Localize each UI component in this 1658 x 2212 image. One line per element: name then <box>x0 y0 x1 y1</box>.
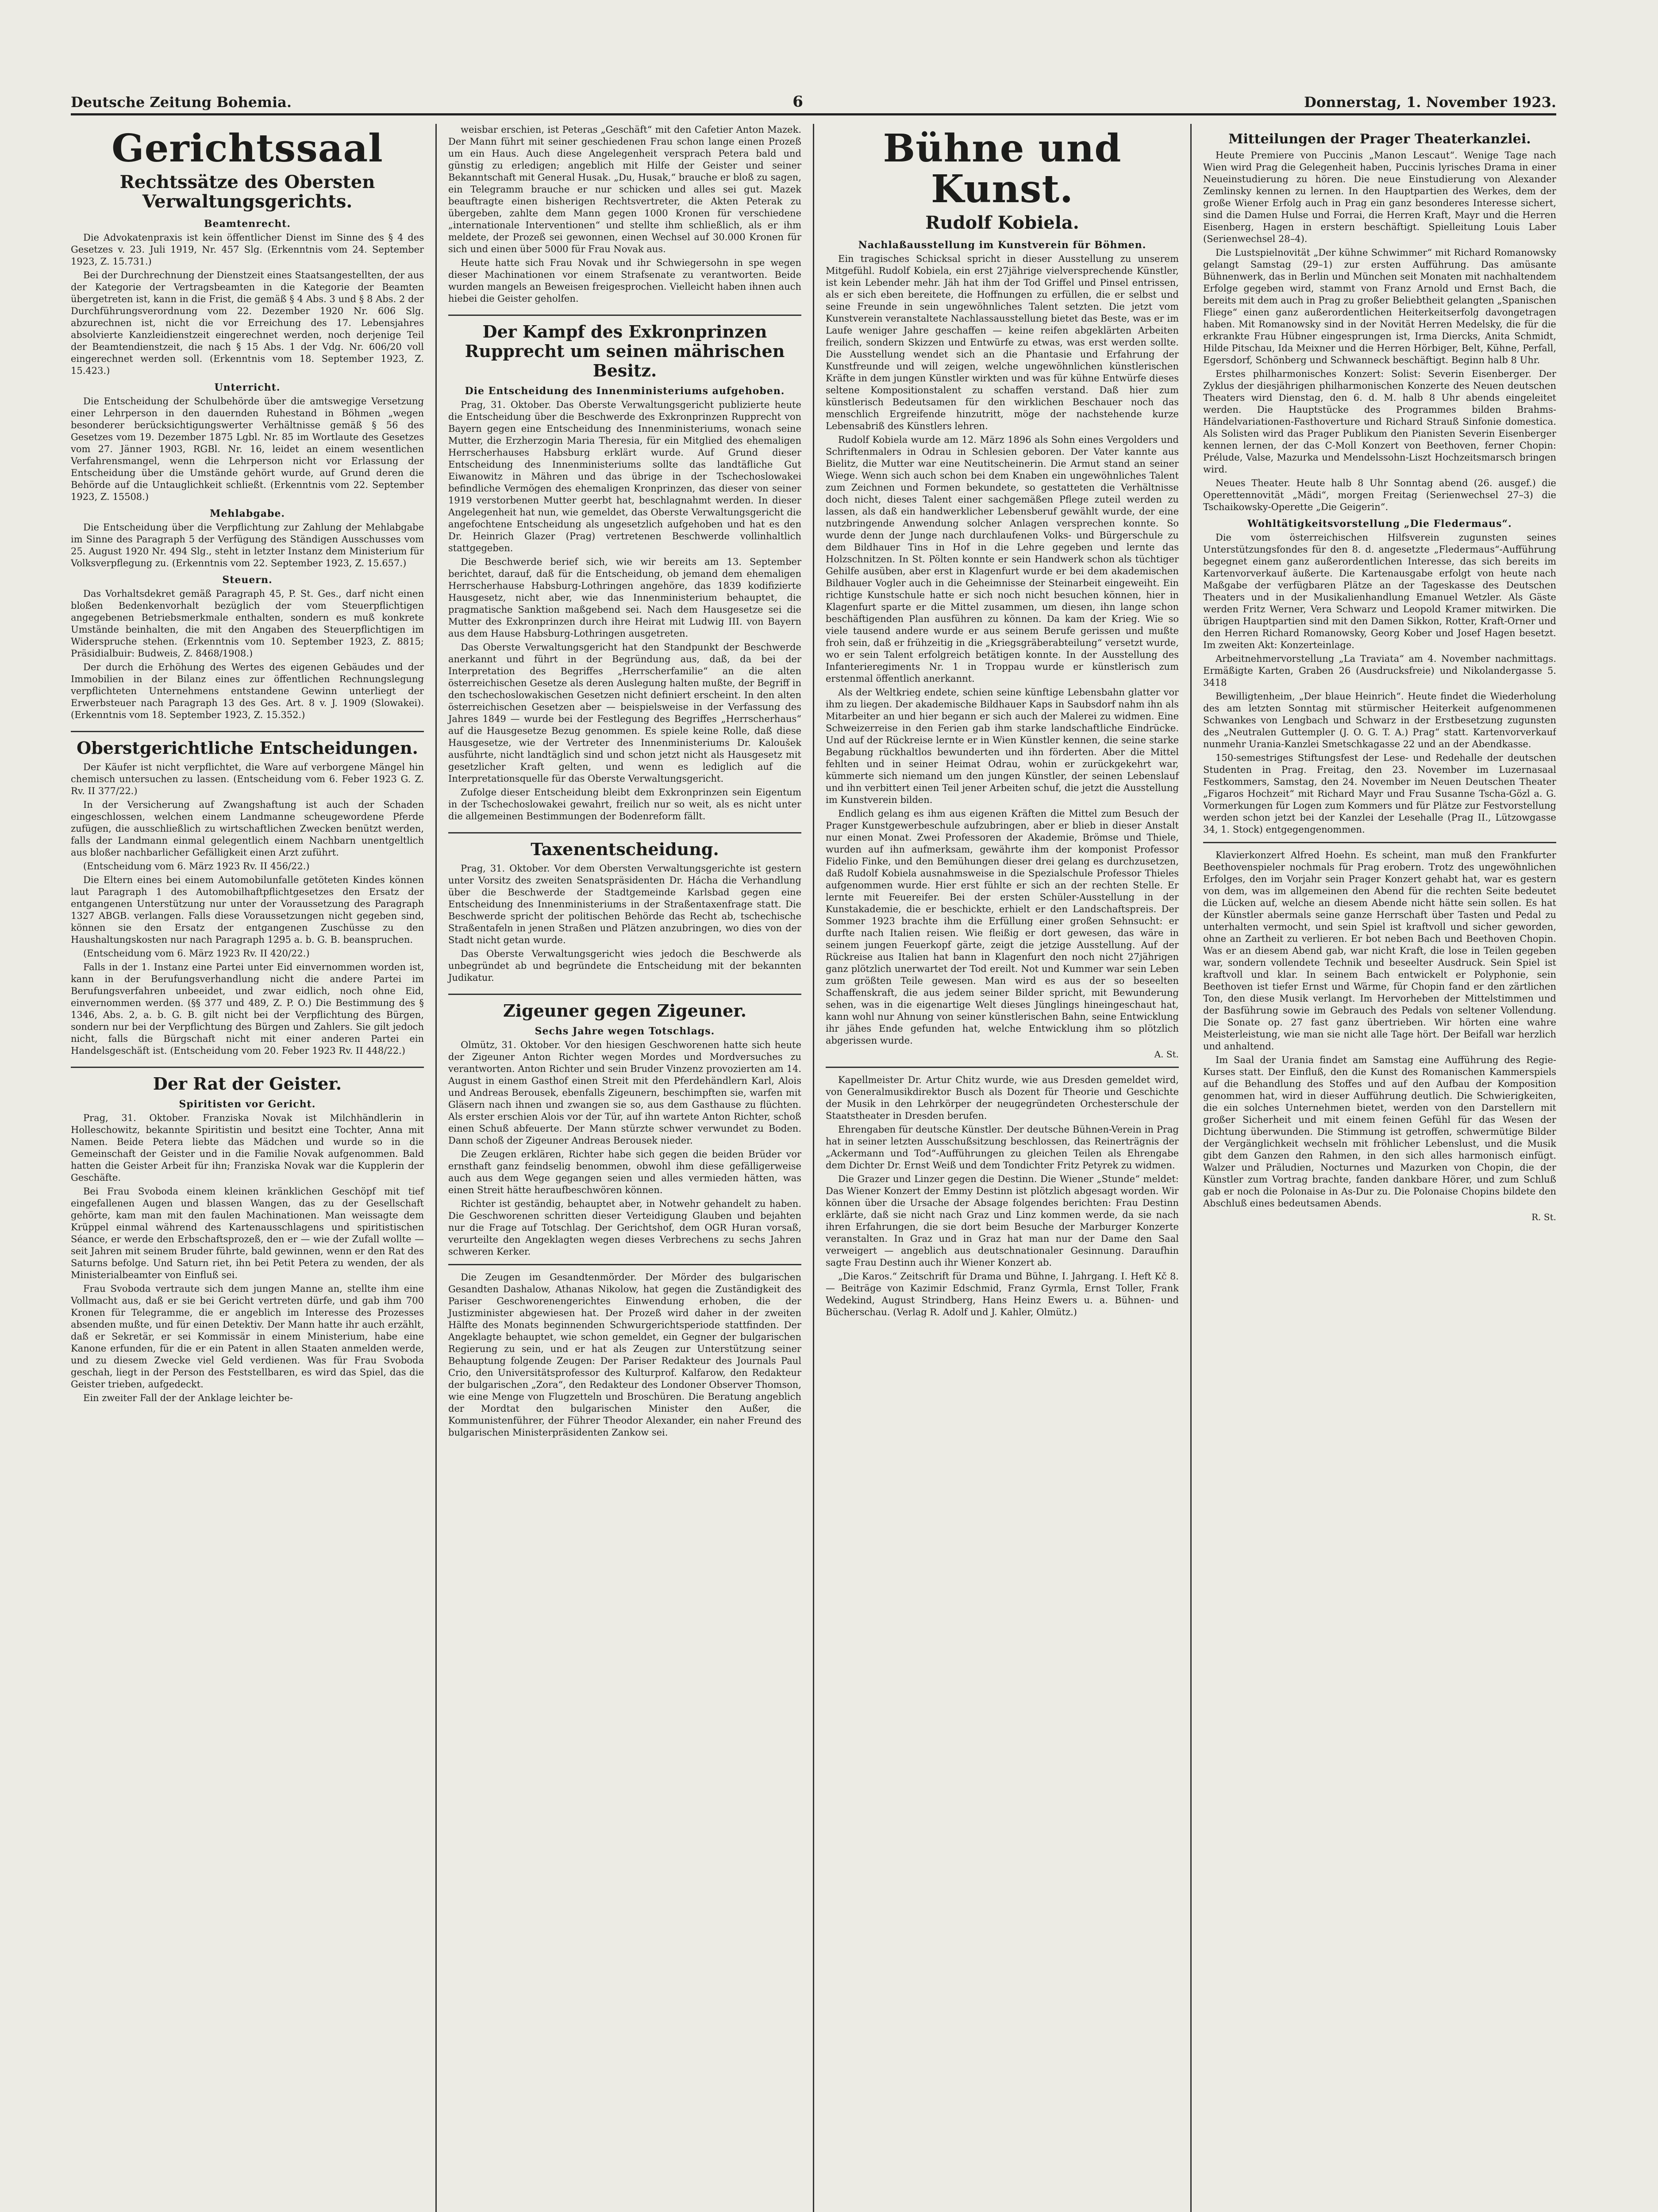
columns <box>71 124 1556 2212</box>
paragraph: Ehrengaben für deutsche Künstler. Der deutsche Bühnen-Verein in Prag hat in seiner letzten Ausschußsitzung beschlossen, das Reinerträgnis der „Ackermann und Tod“-Aufführungen zu gleichen Teilen als Ehrengabe dem Dichter Dr. Ernst Weiß und dem Tondichter Fritz Petyrek zu widmen. <box>826 1124 1179 1171</box>
section-title-buehne-und-kunst: Bühne und Kunst. <box>883 126 1122 211</box>
article-title-fledermaus: Wohltätigkeitsvorstellung „Die Fledermaus“. <box>1247 518 1512 530</box>
paragraph: Rudolf Kobiela wurde am 12. März 1896 als Sohn eines Vergolders und Schriftenmalers in Odrau in Schlesien geboren. Der Vater kannte aus Bielitz, die Mutter war eine Neutitscheinerin. Die Armut stand an seiner Wiege. Wenn sich auch schon bei dem Knaben ein ungewöhnliches Talent zum Zeichnen und Formen bekundete, so gestatteten die Verhältnisse doch nicht, dieses Talent einer sachgemäßen Pflege zuteil werden zu lassen, als daß ein handwerklicher Lebensberuf gewählt wurde, der eine nutzbringende Anwendung solcher Anlagen versprechen konnte. So wurde denn der Junge nach durchlaufenen Volks- und Bürgerschule zu dem Bildhauer Tins in Hof in die Lehre gegeben und lernte das Holzschnitzen. In St. Pölten konnte er sein Handwerk schon als tüchtiger Gehilfe ausüben, aber erst in Klagenfurt wurde er bei dem akademischen Bildhauer Vogler auch in die Geheimnisse der Steinarbeit eingeweiht. Ein richtige Kunstschule hatte er sich noch nicht besuchen können, hier in Klagenfurt sparte er die Mittel zusammen, um diesen, ihn lange schon beschäftigenden Plan ausführen zu können. Da kam der Krieg. Wie so viele tausend andere wurde er aus seinem Berufe gerissen und mußte froh sein, daß er frühzeitig in die „Kriegsgräberabteilung“ versetzt wurde, wo er sein Talent erfolgreich betätigen konnte. In der Ausstellung des Infanterieregiments Nr. 1 in Troppau wurde er künstlerisch zum erstenmal öffentlich anerkannt. <box>826 434 1179 684</box>
paragraph: (Entscheidung vom 6. März 1923 Rv. II 420/22.) <box>83 948 310 959</box>
article-title-exkronprinz: Der Kampf des Exkronprinzen Rupprecht um seinen mährischen Besitz. <box>448 315 801 380</box>
paragraph: Die Entscheidung der Schulbehörde über die amtswegige Versetzung einer Lehrperson in den dauernden Ruhestand in Böhmen „wegen besonderer berücksichtigungswerter Verhältnisse gemäß § 56 des Gesetzes vom 19. Dezember 1875 Lgbl. Nr. 85 im Wortlaute des Gesetzes vom 27. Jänner 1903, RGBl. Nr. 16, leidet an einem wesentlichen Verfahrensmangel, wenn die Lehrperson nicht vor Erlassung der Entscheidung über die Umstände gehört wurde, auf Grund deren die Behörde auf die Untauglichkeit schließt. (Erkenntnis vom 22. September 1923, Z. 15508.) <box>71 396 424 502</box>
paragraph: Endlich gelang es ihm aus eigenen Kräften die Mittel zum Besuch der Prager Kunstgewerbeschule aufzubringen, aber er blieb in dieser Anstalt nur einen Monat. Zwei Professoren der Akademie, Brömse und Thiele, wurden auf ihn aufmerksam, gewährte ihm der komponist Professor Fidelio Finke, und den Bemühungen dieser drei gelang es durchzusetzen, daß Rudolf Kobiela ausnahmsweise in die Spezialschule Professor Thieles aufgenommen wurde. Hier erst fühlte er sich an der rechten Stelle. Er lernte mit Feuereifer. Bei der ersten Schüler-Ausstellung in der Kunstakademie, die er beschickte, erhielt er den Landschaftspreis. Der Sommer 1923 brachte ihm die Erfüllung einer großen Sehnsucht: er durfte nach Italien reisen. Wie fleißig er dort gewesen, das wäre in seinem jungen Feuerkopf gärte, zeigt die jetzige Ausstellung. Auf der Rückreise aus Italien hat bann in Klagenfurt den noch nicht 27jährigen ganz plötzlich unerwartet der Tod ereilt. Not und Kummer war sein Leben zum größten Teile gewesen. Man wird es aus der so beseelten Schaffenskraft, die aus jedem seiner Bilder spricht, mit Bewunderung sehen, was in die eigenartige Welt dieses Jünglings hineingeschaut hat, kann wohl nur Ahnung von seiner künstlerischen Bahn, seine Entwicklung ihr jähes Ende gefunden hat, welche Entwicklung ihm so plötzlich abgerissen wurde. <box>826 808 1179 1046</box>
paragraph: Bewilligtenheim, „Der blaue Heinrich“. Heute findet die Wiederholung des am letzten Sonntag mit stürmischer Heiterkeit aufgenommenen Schwankes von Lengbach und Schwarz in der Erstbesetzung zugunsten des „Neutralen Guttempler (J. O. G. T. A.) Prag“ statt. Kartenvorverkauf nunmehr Urania-Kanzlei Smetschkagasse 22 und an der Abendkasse. <box>1203 691 1556 749</box>
divider <box>1203 842 1556 843</box>
paragraph: weisbar erschien, ist Peteras „Geschäft“ mit den Cafetier Anton Mazek. Der Mann führt mit seiner geschiedenen Frau schon lange einen Prozeß um ein Haus. Auch diese Angelegenheit versprach Petera bald und günstig zu erledigen; angeblich mit Hilfe der Geister und seiner Bekanntschaft mit General Husak. „Du, Husak,“ brauche er bloß zu sagen, ein Telegramm brauche er nur schicken und alles sei gut. Mazek beauftragte einen bisherigen Rechtsvertreter, die Akten Peterak zu übergeben, zahlte dem Mann gegen 1000 Kronen für verschiedene „internationale Interventionen“ und stellte ihm schließlich, als er ihm meldete, der Prozeß sei gewonnen, einen Wechsel auf 30.000 Kronen für sich und einen über 5000 für Frau Novak aus. <box>448 124 801 254</box>
paragraph: Die Grazer und Linzer gegen die Destinn. Die Wiener „Stunde“ meldet: Das Wiener Konzert der Emmy Destinn ist plötzlich abgesagt worden. Wir können über die Ursache der Absage folgendes berichten: Frau Destinn erklärte, daß sie nicht nach Graz und Linz kommen werde, da sie nach ihren Erfahrungen, die sie dort beim Besuche der Marburger Konzerte veranstalten. In Graz und in Graz hat man nur der Dame den Saal verweigert — angeblich aus deutschnationaler Gesinnung. Daraufhin sagte Frau Destinn auch ihr Wiener Konzert ab. <box>826 1174 1179 1268</box>
article-subtitle: Die Entscheidung des Innenministeriums aufgehoben. <box>465 385 785 397</box>
paragraph: Im Saal der Urania findet am Samstag eine Aufführung des Regie-Kurses statt. Der Einfluß, den die Kunst des Romanischen Kammerspiels auf die Behandlung des Stoffes und auf den Aufbau der Komposition genommen hat, wird in dieser Aufführung deutlich. Die Schwierigkeiten, die ein solches Unternehmen bietet, werden von den Darstellern mit großer Sicherheit und mit einem feinen Gefühl für das Wesen der Dichtung überwunden. Die Stimmung ist getroffen, schwermütige Bilder der Vergänglichkeit wechseln mit fröhlicher Lebenslust, und die Musik gibt dem Ganzen den Rahmen, in den sich alles harmonisch einfügt. Walzer und Präludien, Nocturnes und Mazurken von Chopin, die der Künstler zum Vortrag brachte, fanden dankbare Hörer, und zum Schluß gab er noch die Polonaise in As-Dur zu. Die Polonaise Chopins bildete den Abschluß eines bedeutsamen Abends. <box>1203 1055 1556 1209</box>
subhead-beamtenrecht: Beamtenrecht. <box>204 218 291 230</box>
running-header <box>71 84 1556 115</box>
paragraph: Bei der Durchrechnung der Dienstzeit eines Staatsangestellten, der aus der Kategorie der Vertragsbeamten in die Kategorie der Beamten übergetreten ist, kann in die Frist, die gemäß § 4 Abs. 3 und § 8 Abs. 2 der Durchführungsverordnung vom 22. Dezember 1920 Nr. 606 Slg. abzurechnen ist, nicht die vor Erreichung des 17. Lebensjahres absolvierte Kanzleidienstzeit eingerechnet werden, noch derjenige Teil der Beamtendienstzeit, die nach § 15 Abs. 1 der Vdg. Nr. 606/20 voll eingerechnet werden soll. (Erkenntnis vom 18. September 1923, Z. 15.423.) <box>71 270 424 376</box>
paragraph: Der durch die Erhöhung des Wertes des eigenen Gebäudes und der Immobilien in der Bilanz eines zur öffentlichen Rechnungslegung verpflichteten Unternehmens entstandene Gewinn unterliegt der Erwerbsteuer nach Paragraph 13 des Ges. Art. 8 v. J. 1909 (Slowakei). (Erkenntnis vom 18. September 1923, Z. 15.352.) <box>71 662 424 720</box>
paragraph: Erstes philharmonisches Konzert: Solist: Severin Eisenberger. Der Zyklus der diesjährigen philharmonischen Konzerte des Neuen deutschen Theaters wird Dienstag, den 6. d. M. halb 8 Uhr abends eingeleitet werden. Die Hauptstücke des Programmes bilden Brahms-Händelvariationen-Fasthoverture und Richard Strauß Sinfonie domestica. Als Solisten wird das Prager Publikum den Pianisten Severin Eisenberger kennen lernen, der das C-Moll Konzert von Beethoven, ferner Chopin: Prélude, Valse, Mazurka und Mendelssohn-Liszt Hochzeitsmarsch bringen wird. <box>1203 369 1556 475</box>
paragraph: Die Eltern eines bei einem Automobilunfalle getöteten Kindes können laut Paragraph 1 des Automobilhaftpflichtgesetzes den Ersatz der entgangenen Unterstützung nur unter der Voraussetzung des Paragraph 1327 ABGB. verlangen. Falls diese Voraussetzungen nicht gegeben sind, können sie den Ersatz der entgangenen Zuschüsse zu den Haushaltungskosten nur nach Paragraph 1295 a. b. G. B. beanspruchen. <box>71 875 424 945</box>
paragraph: Die Zeugen im Gesandtenmörder. Der Mörder des bulgarischen Gesandten Dashalow, Athanas Nikolow, hat gegen die Zuständigkeit des Pariser Geschworenengerichtes Einwendung erhoben, die der Justizminister abgewiesen hat. Der Prozeß wird daher in der zweiten Hälfte des Monats beginnenden Schwurgerichtsperiode stattfinden. Der Angeklagte behauptet, wie schon gemeldet, ein Gegner der bulgarischen Regierung zu sein, und er hat als Zeugen zur Unterstützung seiner Behauptung folgende Zeugen: Der Pariser Redakteur des Journals Paul Crio, den Universitätsprofessor des Kulturprof. Kalfarow, den Redakteur der bulgarischen „Zora“, den Redakteur des Londoner Observer Thomson, wie eine Menge von Flugzetteln und Broschüren. Die Beratung angeblich der Mordtat den bulgarischen Minister den Außer, die Kommunistenführer, der Führer Theodor Alexander, ein naher Freund des bulgarischen Ministerpräsidenten Zankow sei. <box>448 1272 801 1438</box>
paragraph: Das Oberste Verwaltungsgericht wies jedoch die Beschwerde als unbegründet ab und begründete die Entscheidung mit der bekannten Judikatur. <box>448 949 801 983</box>
divider <box>826 1067 1179 1068</box>
column-1 <box>71 124 435 2212</box>
article-title-rat-der-geister: Der Rat der Geister. <box>71 1067 424 1094</box>
subhead-unterricht: Unterricht. <box>214 382 281 393</box>
article-title-kobiela: Rudolf Kobiela. <box>925 212 1079 233</box>
paragraph: 150-semestriges Stiftungsfest der Lese- und Redehalle der deutschen Studenten in Prag. Freitag, den 23. November im Luzernasaal Festkommers, Samstag, den 24. November im Neuen Deutschen Theater „Figaros Hochzeit“ mit Richard Mayr und Frau Susanne Tscha-Gözl a. G. Vormerkungen für Logen zum Kommers und für Plätze zur Festvorstellung werden schon jetzt bei der Kanzlei der Lesehalle (Prag II., Lützowgasse 34, 1. Stock) entgegengenommen. <box>1203 753 1556 835</box>
paragraph: Klavierkonzert Alfred Hoehn. Es scheint, man muß den Frankfurter Beethovenspieler nochmals für Prag erobern. Trotz des ungewöhnlichen Erfolges, den im Vorjahr sein Prager Konzert gehabt hat, war es gestern von dem, was im allgemeinen den Abend für die rechten Seite bedeutet die Lücken auf, welche an diesem Abende nicht hätte sein sollen. Es hat der Künstler abermals seine ganze Herrschaft über Tasten und Pedal zu unterhalten vermocht, und sein Spiel ist kraftvoll und sicher geworden, ohne an Zartheit zu verlieren. Er bot neben Bach und Beethoven Chopin. Was er an diesem Abend gab, war nicht Kraft, die lose in Teilen gegeben war, sondern vollendete Technik und beseelter Ausdruck. Sein Spiel ist kraftvoll und klar. In seinem Bach entwickelt er Polyphonie, sein Beethoven ist tiefer Ernst und Wärme, für Chopin fand er den zärtlichen Ton, den diese Musik verlangt. Im Hervorheben der Mittelstimmen und der Basführung sowie im Gebrauch des Pedals von seltener Vollendung. Die Sonate op. 27 fast ganz übertrieben. Wir hörten eine wahre Meisterleistung, wie man sie nicht alle Tage hört. Der Beifall war herzlich und anhaltend. <box>1203 850 1556 1052</box>
section-subtitle: Rechtssätze des Obersten Verwaltungsgerichts. <box>119 172 375 212</box>
column-3 <box>813 124 1190 2212</box>
paragraph: Neues Theater. Heute halb 8 Uhr Sonntag abend (26. ausgef.) die Operettennovität „Mädi“, morgen Freitag (Serienwechsel 27–3) die Tschaikowsky-Operette „Die Geigerin“. <box>1203 478 1556 512</box>
author-signature: A. St. <box>1154 1049 1179 1060</box>
paragraph: In der Versicherung auf Zwangshaftung ist auch der Schaden eingeschlossen, welchen einem Landmanne scheugewordene Pferde zufügen, die ausschließlich zu wirtschaftlichen Zwecken benützt werden, falls der Landmann einmal gelegentlich einem Nachbarn unentgeltlich aus bloßer nachbarlicher Gefälligkeit einen Arzt zuführt. <box>71 799 424 858</box>
paragraph: Die Advokatenpraxis ist kein öffentlicher Dienst im Sinne des § 4 des Gesetzes v. 23. Juli 1919, Nr. 457 Slg. (Erkenntnis vom 24. September 1923, Z. 15.731.) <box>71 232 424 267</box>
paragraph: Die Lustspielnovität „Der kühne Schwimmer“ mit Richard Romanowsky gelangt Samstag (29–1) zur ersten Aufführung. Das amüsante Bühnenwerk, das in Berlin und München seit Monaten mit nachhaltendem Erfolge gegeben wird, stammt von Franz Arnold und Ernst Bach, die bereits mit dem auch in Prag zu großer Beliebtheit gelangten „Spanischen Fliege“ einen ganz außerordentlichen Heiterkeitserfolg davongetragen haben. Mit Romanowsky sind in der Novität Herren Medelsky, die für die erkrankte Frau Hübner eingesprungen ist, Irma Diercks, Anita Schmidt, Hilde Pitschau, Ida Meixner und die Herren Hörbiger, Belt, Kühne, Perfall, Egersdorf, Schönberg und Schwanneck beschäftigt. Beginn halb 8 Uhr. <box>1203 247 1556 365</box>
paragraph: Das Oberste Verwaltungsgericht hat den Standpunkt der Beschwerde anerkannt und führt in der Begründung aus, daß, da bei der Interpretation des Begriffes „Herrscherfamilie“ an die alten österreichischen Gesetze als deren Auslegung halten mußte, der Begriff in den tschechoslowakischen Gesetzen nicht definiert erscheint. In den alten österreichischen Gesetzen aber — beispielsweise in der Verfassung des Jahres 1849 — wurde bei der Festlegung des Begriffes „Herrscherhaus“ auf die Hausgesetze Bezug genommen. Es spiele keine Rolle, daß diese Hausgesetze, wie der Vertreter des Innenministeriums Dr. Kaloušek ausführte, nicht landtäglich sind und schon jetzt nicht als Hausgesetz mit gesetzlicher Kraft gelten, und wenn es lediglich auf die Interpretationsquelle für das Oberste Verwaltungsgericht. <box>448 642 801 784</box>
paragraph: Falls in der 1. Instanz eine Partei unter Eid einvernommen worden ist, kann in der Berufungsverhandlung nicht die andere Partei im Berufungsverfahren unbeeidet, und zwar eidlich, noch ohne Eid, einvernommen werden. (§§ 377 und 489, Z. P. O.) Die Bestimmung des § 1346, Abs. 2, a. b. G. B. gilt nicht bei der Verpflichtung des Bürgen, sondern nur bei der Verpflichtung des Bürgen und Zahlers. Sie gilt jedoch nicht, falls die Bürgschaft nicht mit einer anderen Partei ein Handelsgeschäft ist. (Entscheidung vom 20. Feber 1923 Rv. II 448/22.) <box>71 962 424 1056</box>
paragraph: Die Zeugen erklären, Richter habe sich gegen die beiden Brüder vor ernsthaft ganz feindselig benommen, obwohl ihm diese gefälligerweise auch aus dem Wege gegangen seien und alles vermieden hätten, was einen Streit hätte heraufbeschwören können. <box>448 1149 801 1195</box>
paragraph: Ein tragisches Schicksal spricht in dieser Ausstellung zu unserem Mitgefühl. Rudolf Kobiela, ein erst 27jährige vielversprechende Künstler, ist kein Lebender mehr. Jäh hat ihm der Tod Griffel und Pinsel entrissen, als er sich eben bereitete, die Hoffnungen zu erfüllen, die er selbst und seine Freunde in sein ungewöhnliches Talent setzten. Die jetzt vom Kunstverein veranstaltete Nachlassausstellung bietet das Beste, was er im Laufe weniger Jahre geschaffen — keine reifen abgeklärten Arbeiten freilich, sondern Skizzen und Entwürfe zu etwas, was erst werden sollte. Die Ausstellung wendet sich an die Phantasie und Erfahrung der Kunstfreunde und will zeigen, welche ungewöhnlichen künstlerischen Kräfte in dem jungen Künstler wirkten und was für kühne Entwürfe dieses seltene Kompositionstalent zu schaffen verstand. Daß hier zum künstlerisch Bedeutsamen für den wirklichen Beschauer noch das menschlich Ergreifende hinzutritt, möge der nachstehende kurze Lebensabriß des Künstlers lehren. <box>826 253 1179 431</box>
article-subtitle: Nachlaßausstellung im Kunstverein für Böhmen. <box>858 239 1146 251</box>
paragraph: Heute Premiere von Puccinis „Manon Lescaut“. Wenige Tage nach Wien wird Prag die Gelegenheit haben, Puccinis lyrisches Drama in einer Neueinstudierung zu hören. Die neue Einstudierung von Alexander Zemlinsky kennen zu lernen. In den Hauptpartien des Werkes, dem der große Wiener Erfolg auch in Prag ein ganz besonderes Interesse sichert, sind die Damen Hulse und Forrai, die Herren Kraft, Mayr und die Herren Eisenberg, Hagen in erstern beschäftigt. Spielleitung Louis Laber (Serienwechsel 28–4). <box>1203 150 1556 244</box>
paragraph: Ein zweiter Fall der der Anklage leichter be- <box>83 1393 293 1403</box>
paragraph: Bei Frau Svoboda einem kleinen kränklichen Geschöpf mit tief eingefallenen Augen und blassen Wangen, das zu der Gesellschaft gehörte, kam man mit den faulen Machinationen. Man weissagte dem Krüppel einmal während des Kartenausschlagens und spiritistischen Séance, er werde den Erbschaftsprozeß, den er — wie der Zufall wollte — seit Jahren mit seinem Bruder führte, bald gewinnen, wenn er den Rat des Saturns befolge. Und Saturn riet, ihn bei Petit Petera zu wenden, der als Ministerialbeamter von Einfluß sei. <box>71 1186 424 1280</box>
column-4 <box>1190 124 1556 2212</box>
article-subtitle: Spiritisten vor Gericht. <box>179 1098 316 1110</box>
paragraph: Frau Svoboda vertraute sich dem jungen Manne an, stellte ihm eine Vollmacht aus, daß er sie bei Gericht vertreten dürfe, und gab ihm 700 Kronen für Telegramme, die er angeblich im Interesse des Prozesses absenden mußte, und für einen Detektiv. Der Mann hatte ihr auch erzählt, daß er Sekretär, er sei Kommissär in einem Ministerium, habe eine Kanone erfunden, für die er ein Patent in allen Staaten anmelden werde, und zu diesem Zwecke viel Geld verdienen. Was für Frau Svoboda geschah, liegt in der Person des Feststellbaren, es wird das Spiel, das die Geister trieben, aufgedeckt. <box>71 1283 424 1390</box>
article-title-oberstgerichtliche: Oberstgerichtliche Entscheidungen. <box>71 731 424 758</box>
paragraph: Prag, 31. Oktober. Das Oberste Verwaltungsgericht publizierte heute die Entscheidung über die Beschwerde des Exkronprinzen Rupprecht von Bayern gegen eine Entscheidung des Innenministeriums, wonach seine Mutter, die Erzherzogin Maria Theresia, für ein Mitglied des ehemaligen Herrscherhauses Habsburg erklärt wurde. Auf Grund dieser Entscheidung des Innenministeriums sollte das landtäfliche Gut Eiwanowitz in Mähren und das übrige in der Tschechoslowakei befindliche Vermögen des ehemaligen Kronprinzen, das dieser von seiner 1919 verstorbenen Mutter geerbt hat, beschlagnahmt werden. In dieser Angelegenheit hat nun, wie gemeldet, das Oberste Verwaltungsgericht die angefochtene Entscheidung als ungesetzlich aufgehoben und hat es den Dr. Heinrich Glazer (Prag) vertretenen Beschwerde vollinhaltlich stattgegeben. <box>448 399 801 553</box>
divider <box>448 1264 801 1265</box>
paragraph: Die Entscheidung über die Verpflichtung zur Zahlung der Mehlabgabe im Sinne des Paragraph 5 der Verfügung des Ständigen Ausschusses vom 25. August 1920 Nr. 494 Slg., steht in letzter Instanz dem Ministerium für Volksverpflegung zu. (Erkenntnis vom 22. September 1923, Z. 15.657.) <box>71 522 424 568</box>
paragraph: Die vom österreichischen Hilfsverein zugunsten seines Unterstützungsfondes für den 8. d. angesetzte „Fledermaus“-Aufführung begegnet einem ganz außerordentlichen Interesse, das sich bereits im Kartenvorverkauf äußerte. Die Kartenausgabe erfolgt von heute nach Maßgabe der verfügbaren Plätze an der Tageskasse des Deutschen Theaters und in der Musikalienhandlung Emanuel Wetzler. Als Gäste werden Fritz Werner, Vera Schwarz und Leopold Kramer mitwirken. Die übrigen Hauptpartien sind mit den Damen Sikkon, Rotter, Kraft-Orner und den Herren Richard Romanowsky, Georg Kober und Josef Hagen besetzt. Im zweiten Akt: Konzerteinlage. <box>1203 532 1556 650</box>
paragraph: Als der Weltkrieg endete, schien seine künftige Lebensbahn glatter vor ihm zu liegen. Der akademische Bildhauer Kaps in Saubsdorf nahm ihn als Mitarbeiter an und hier begann er sich auch der Malerei zu widmen. Eine Schweizerreise in den Ferien gab ihm starke landschaftliche Eindrücke. Und auf der Rückreise lernte er in Wien Künstler kennen, die seine starke Begabung rückhaltlos bewunderten und ihn förderten. Aber die Mittel fehlten und in seiner Heimat Odrau, wohin er zurückgekehrt war, kümmerte sich niemand um den jungen Künstler, der seinen Lebenslauf und ihn verbittert einen Teil jener Arbeiten schuf, die jetzt die Ausstellung im Kunstverein bilden. <box>826 687 1179 805</box>
paragraph: „Die Karos.“ Zeitschrift für Drama und Bühne, I. Jahrgang. I. Heft Kč 8.— Beiträge von Kazimir Edschmid, Franz Gyrmla, Ernst Toller, Frank Wedekind, August Strindberg, Hans Heinz Ewers u. a. Bühnen- und Bücherschau. (Verlag R. Adolf und J. Kahler, Olmütz.) <box>826 1271 1179 1317</box>
section-title-theaterkanzlei: Mitteilungen der Prager Theaterkanzlei. <box>1228 131 1531 147</box>
paragraph: Prag, 31. Oktober. Vor dem Obersten Verwaltungsgerichte ist gestern unter Vorsitz des zweiten Senatspräsidenten Dr. Hácha die Verhandlung über die Beschwerde der Stadtgemeinde Karlsbad gegen eine Entscheidung des Innenministeriums in der Straßentaxenfrage statt. Die Beschwerde spricht der politischen Behörde das Recht ab, tschechische Straßentafeln in jenen Straßen und Plätzen anzubringen, wo dies von der Stadt nicht getan wurde. <box>448 863 801 945</box>
page-number: 6 <box>792 93 803 111</box>
section-title-gerichtssaal: Gerichtssaal <box>112 126 383 171</box>
paragraph: Heute hatte sich Frau Novak und ihr Schwiegersohn in spe wegen dieser Machinationen vor einem Strafsenate zu verantworten. Beide wurden mangels an Beweisen freigesprochen. Vielleicht haben ihnen auch hiebei die Geister geholfen. <box>448 257 801 304</box>
paragraph: Der Käufer ist nicht verpflichtet, die Ware auf verborgene Mängel hin chemisch untersuchen zu lassen. (Entscheidung vom 6. Feber 1923 G. Z. Rv. II 377/22.) <box>71 762 424 796</box>
paragraph: (Entscheidung vom 6. März 1923 Rv. II 456/22.) <box>83 861 310 872</box>
paragraph: Die Beschwerde berief sich, wie wir bereits am 13. September berichtet, darauf, daß für die Entscheidung, ob jemand dem ehemaligen Herrscherhause Habsburg-Lothringen angehöre, das 1839 kodifizierte Hausgesetz, nicht aber, wie das Innenministerium behauptet, die pragmatische Sanktion maßgebend sei. Nach dem Hausgesetze sei die Mutter des Exkronprinzen durch ihre Heirat mit Ludwig III. von Bayern aus dem Hause Habsburg-Lothringen ausgetreten. <box>448 557 801 639</box>
paragraph: Zufolge dieser Entscheidung bleibt dem Exkronprinzen sein Eigentum in der Tschechoslowakei gewahrt, freilich nur so weit, als es nicht unter die allgemeinen Bestimmungen der Bodenreform fällt. <box>448 787 801 822</box>
subhead-mehlabgabe: Mehlabgabe. <box>209 508 285 519</box>
paragraph: Richter ist geständig, behauptet aber, in Notwehr gehandelt zu haben. Die Geschworenen schritten dieser Verteidigung Glauben und bejahten nur die Frage auf Totschlag. Der Gerichtshof, dem OGR Huran vorsaß, verurteilte den Angeklagten wegen dieses Verbrechens zu sechs Jahren schweren Kerker. <box>448 1198 801 1257</box>
article-subtitle: Sechs Jahre wegen Totschlags. <box>535 1025 715 1037</box>
article-title-zigeuner: Zigeuner gegen Zigeuner. <box>448 994 801 1021</box>
masthead-left: Deutsche Zeitung Bohemia. <box>71 94 292 111</box>
masthead-date: Donnerstag, 1. November 1923. <box>1304 94 1556 111</box>
paragraph: Arbeitnehmervorstellung „La Traviata“ am 4. November nachmittags. Ermäßigte Karten, Graben 26 (Ausdrucksfreie) und Nikolandergasse 5. 3418 <box>1203 653 1556 688</box>
paragraph: Kapellmeister Dr. Artur Chitz wurde, wie aus Dresden gemeldet wird, von Generalmusikdirektor Busch als Dozent für Theorie und Geschichte der Musik in den Lehrkörper der neugegründeten Orchesterschule der Staatstheater in Dresden berufen. <box>826 1075 1179 1121</box>
paragraph: Das Vorhaltsdekret gemäß Paragraph 45, P. St. Ges., darf nicht einen bloßen Bedenkenvorhalt bezüglich der vom Steuerpflichtigen angegebenen Betriebsmerkmale enthalten, sondern es muß konkrete Umstände beinhalten, die mit den Angaben des Steuerpflichtigen im Widerspruche stehen. (Erkenntnis vom 10. September 1923, Z. 8815; Präsidialbuir: Budweis, Z. 8468/1908.) <box>71 588 424 659</box>
author-signature: R. St. <box>1531 1212 1556 1222</box>
column-2 <box>435 124 813 2212</box>
article-title-taxenentscheidung: Taxenentscheidung. <box>448 832 801 859</box>
paragraph: Olmütz, 31. Oktober. Vor den hiesigen Geschworenen hatte sich heute der Zigeuner Anton Richter wegen Mordes und Mordversuches zu verantworten. Anton Richter und sein Bruder Vinzenz provozierten am 14. August in einem Gasthof einen Streit mit den Pferdehändlern Karl, Alois und Andreas Berousek, ebenfalls Zigeunern, beschimpften sie, warfen mit Gläsern nach ihnen und zwangen sie so, aus dem Gasthause zu flüchten. Als erster erschien Alois vor der Tür, auf ihn wartete Anton Richter, schoß einen Schuß abfeuerte. Der Mann stürzte schwer verwundet zu Boden. Dann schoß der Zigeuner Andreas Berousek nieder. <box>448 1040 801 1146</box>
subhead-steuern: Steuern. <box>222 574 273 586</box>
paragraph: Prag, 31. Oktober. Franziska Novak ist Milchhändlerin in Holleschowitz, bekannte Spiritistin und besitzt eine Tochter, Anna mit Namen. Beide Petera liebte das Mädchen und wurde so in die Gemeinschaft der Geister und in die Familie Novak aufgenommen. Bald hatten die Geister Arbeit für ihn; Franziska Novak war die Kupplerin der Geschäfte. <box>71 1113 424 1183</box>
